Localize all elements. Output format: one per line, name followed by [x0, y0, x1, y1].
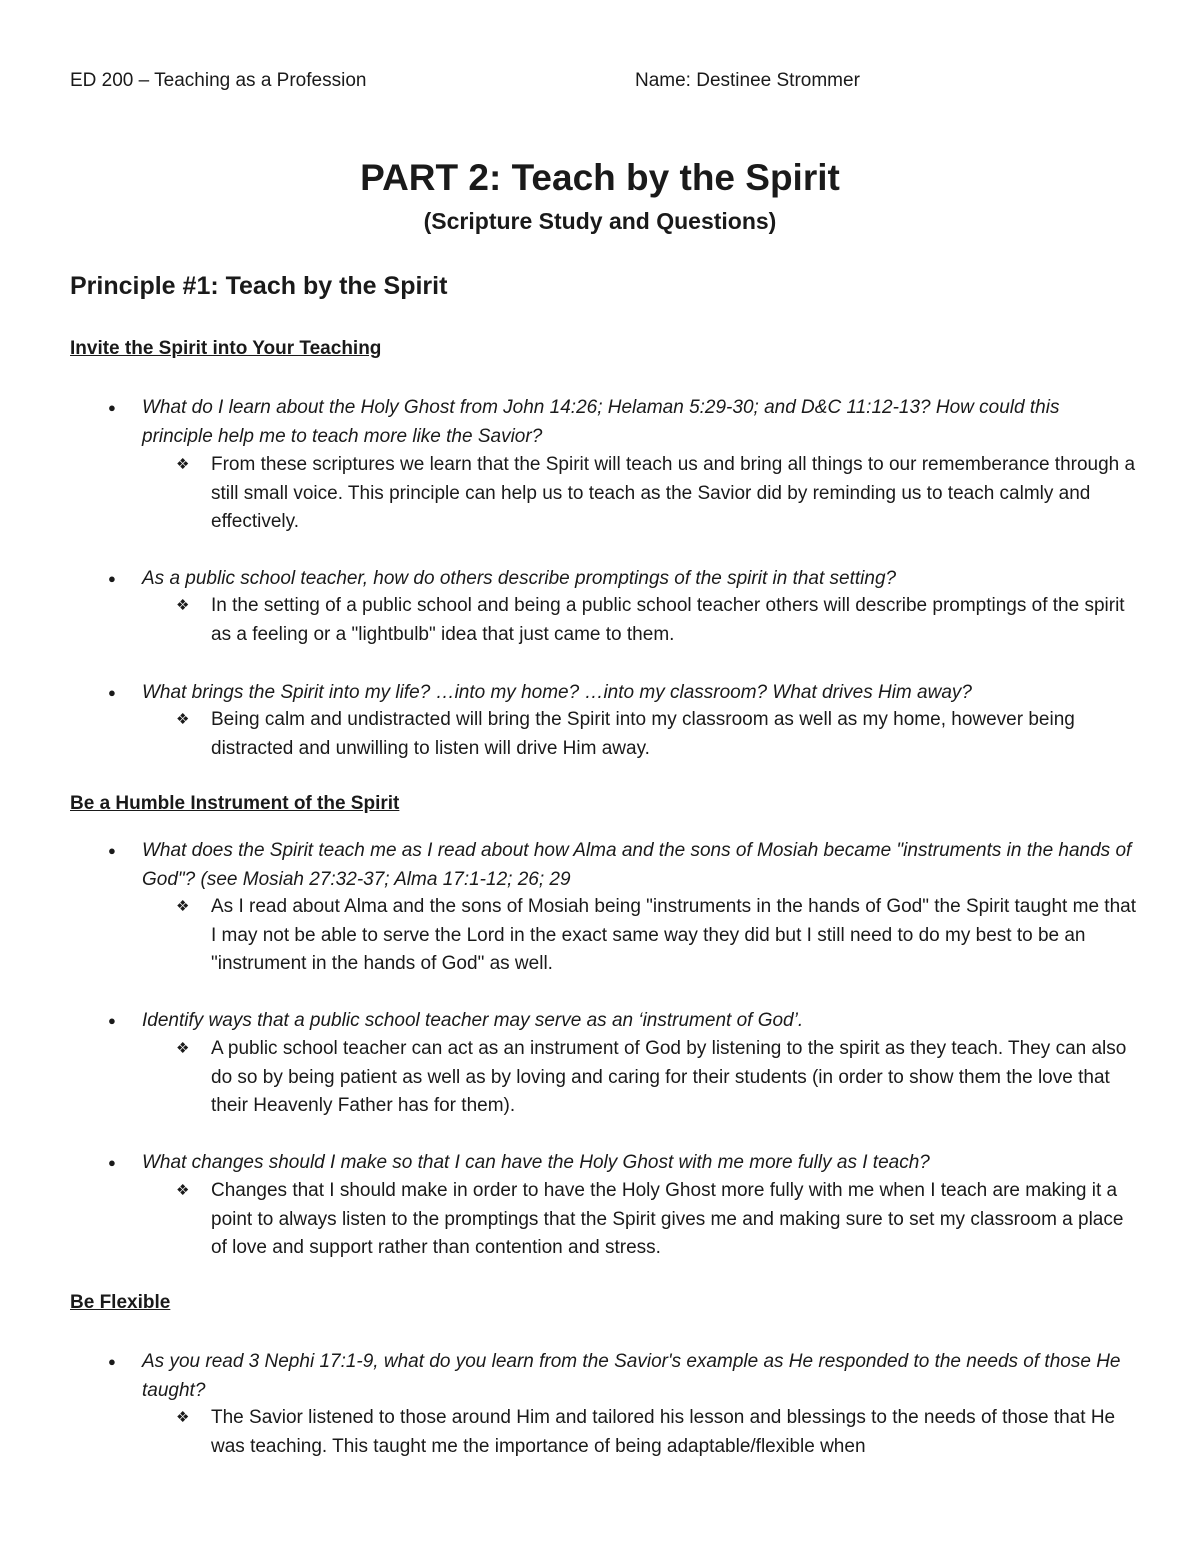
- question: As you read 3 Nephi 17:1-9, what do you learn from the Savior's example as He responded to the needs of those He taught?: [142, 1351, 1121, 1401]
- answer: In the setting of a public school and being a public school teacher others will describe promptings of the spirit as a feeling or a "lightbulb" idea that just came to them.: [211, 595, 1125, 645]
- section-heading-humble-instrument: Be a Humble Instrument of the Spirit: [70, 793, 400, 814]
- page-subtitle: (Scripture Study and Questions): [423, 208, 777, 234]
- bullet-icon: ●: [108, 843, 116, 858]
- question: As a public school teacher, how do others describe promptings of the spirit in that setting?: [142, 568, 897, 589]
- diamond-bullet-icon: ❖: [176, 711, 190, 728]
- principle-heading: Principle #1: Teach by the Spirit: [70, 272, 448, 300]
- section-heading-be-flexible: Be Flexible: [70, 1292, 171, 1313]
- diamond-bullet-icon: ❖: [176, 456, 190, 473]
- question: What do I learn about the Holy Ghost from John 14:26; Helaman 5:29-30; and D&C 11:12-13? How could this principle help me to teach more like the Savior?: [142, 397, 1060, 447]
- answer: A public school teacher can act as an instrument of God by listening to the spirit as they teach. They can also do so by being patient as well as by loving and caring for their students (in order to show them the love that their Heavenly Father has for them).: [211, 1038, 1127, 1116]
- bullet-icon: ●: [108, 571, 116, 586]
- answer: Being calm and undistracted will bring the Spirit into my classroom as well as my home, however being distracted and unwilling to listen will drive Him away.: [211, 709, 1075, 759]
- diamond-bullet-icon: ❖: [176, 597, 190, 614]
- diamond-bullet-icon: ❖: [176, 898, 190, 915]
- answer: The Savior listened to those around Him and tailored his lesson and blessings to the needs of those that He was teaching. This taught me the importance of being adaptable/flexible when: [211, 1407, 1116, 1457]
- document-header: [70, 70, 1140, 98]
- question: Identify ways that a public school teacher may serve as an ‘instrument of God’.: [142, 1010, 804, 1031]
- answer: From these scriptures we learn that the Spirit will teach us and bring all things to our rememberance through a still small voice. This principle can help us to teach as the Savior did by reminding us to teach calmly and effectively.: [211, 454, 1136, 532]
- bullet-icon: ●: [108, 1155, 116, 1170]
- bullet-icon: ●: [108, 400, 116, 415]
- bullet-icon: ●: [108, 1013, 116, 1028]
- section-heading-invite-spirit: Invite the Spirit into Your Teaching: [70, 338, 382, 359]
- page-title: PART 2: Teach by the Spirit: [360, 157, 840, 198]
- question: What changes should I make so that I can have the Holy Ghost with me more fully as I teach?: [142, 1152, 930, 1173]
- diamond-bullet-icon: ❖: [176, 1409, 190, 1426]
- answer: Changes that I should make in order to have the Holy Ghost more fully with me when I teach are making it a point to always listen to the promptings that the Spirit gives me and making sure to set my classroom a place of love and support rather than contention and stress.: [211, 1180, 1124, 1258]
- answer: As I read about Alma and the sons of Mosiah being "instruments in the hands of God" the Spirit taught me that I may not be able to serve the Lord in the exact same way they did but I still need to do my best to be an "instrument in the hands of God" as well.: [211, 896, 1136, 974]
- bullet-icon: ●: [108, 1354, 116, 1369]
- question: What brings the Spirit into my life? …into my home? …into my classroom? What drives Him away?: [142, 682, 972, 703]
- course-title: ED 200 – Teaching as a Profession: [70, 70, 367, 91]
- student-name: Name: Destinee Strommer: [635, 70, 860, 91]
- diamond-bullet-icon: ❖: [176, 1040, 190, 1057]
- bullet-icon: ●: [108, 685, 116, 700]
- question: What does the Spirit teach me as I read about how Alma and the sons of Mosiah became "instruments in the hands of God"? (see Mosiah 27:32-37; Alma 17:1-12; 26; 29: [142, 840, 1132, 890]
- diamond-bullet-icon: ❖: [176, 1182, 190, 1199]
